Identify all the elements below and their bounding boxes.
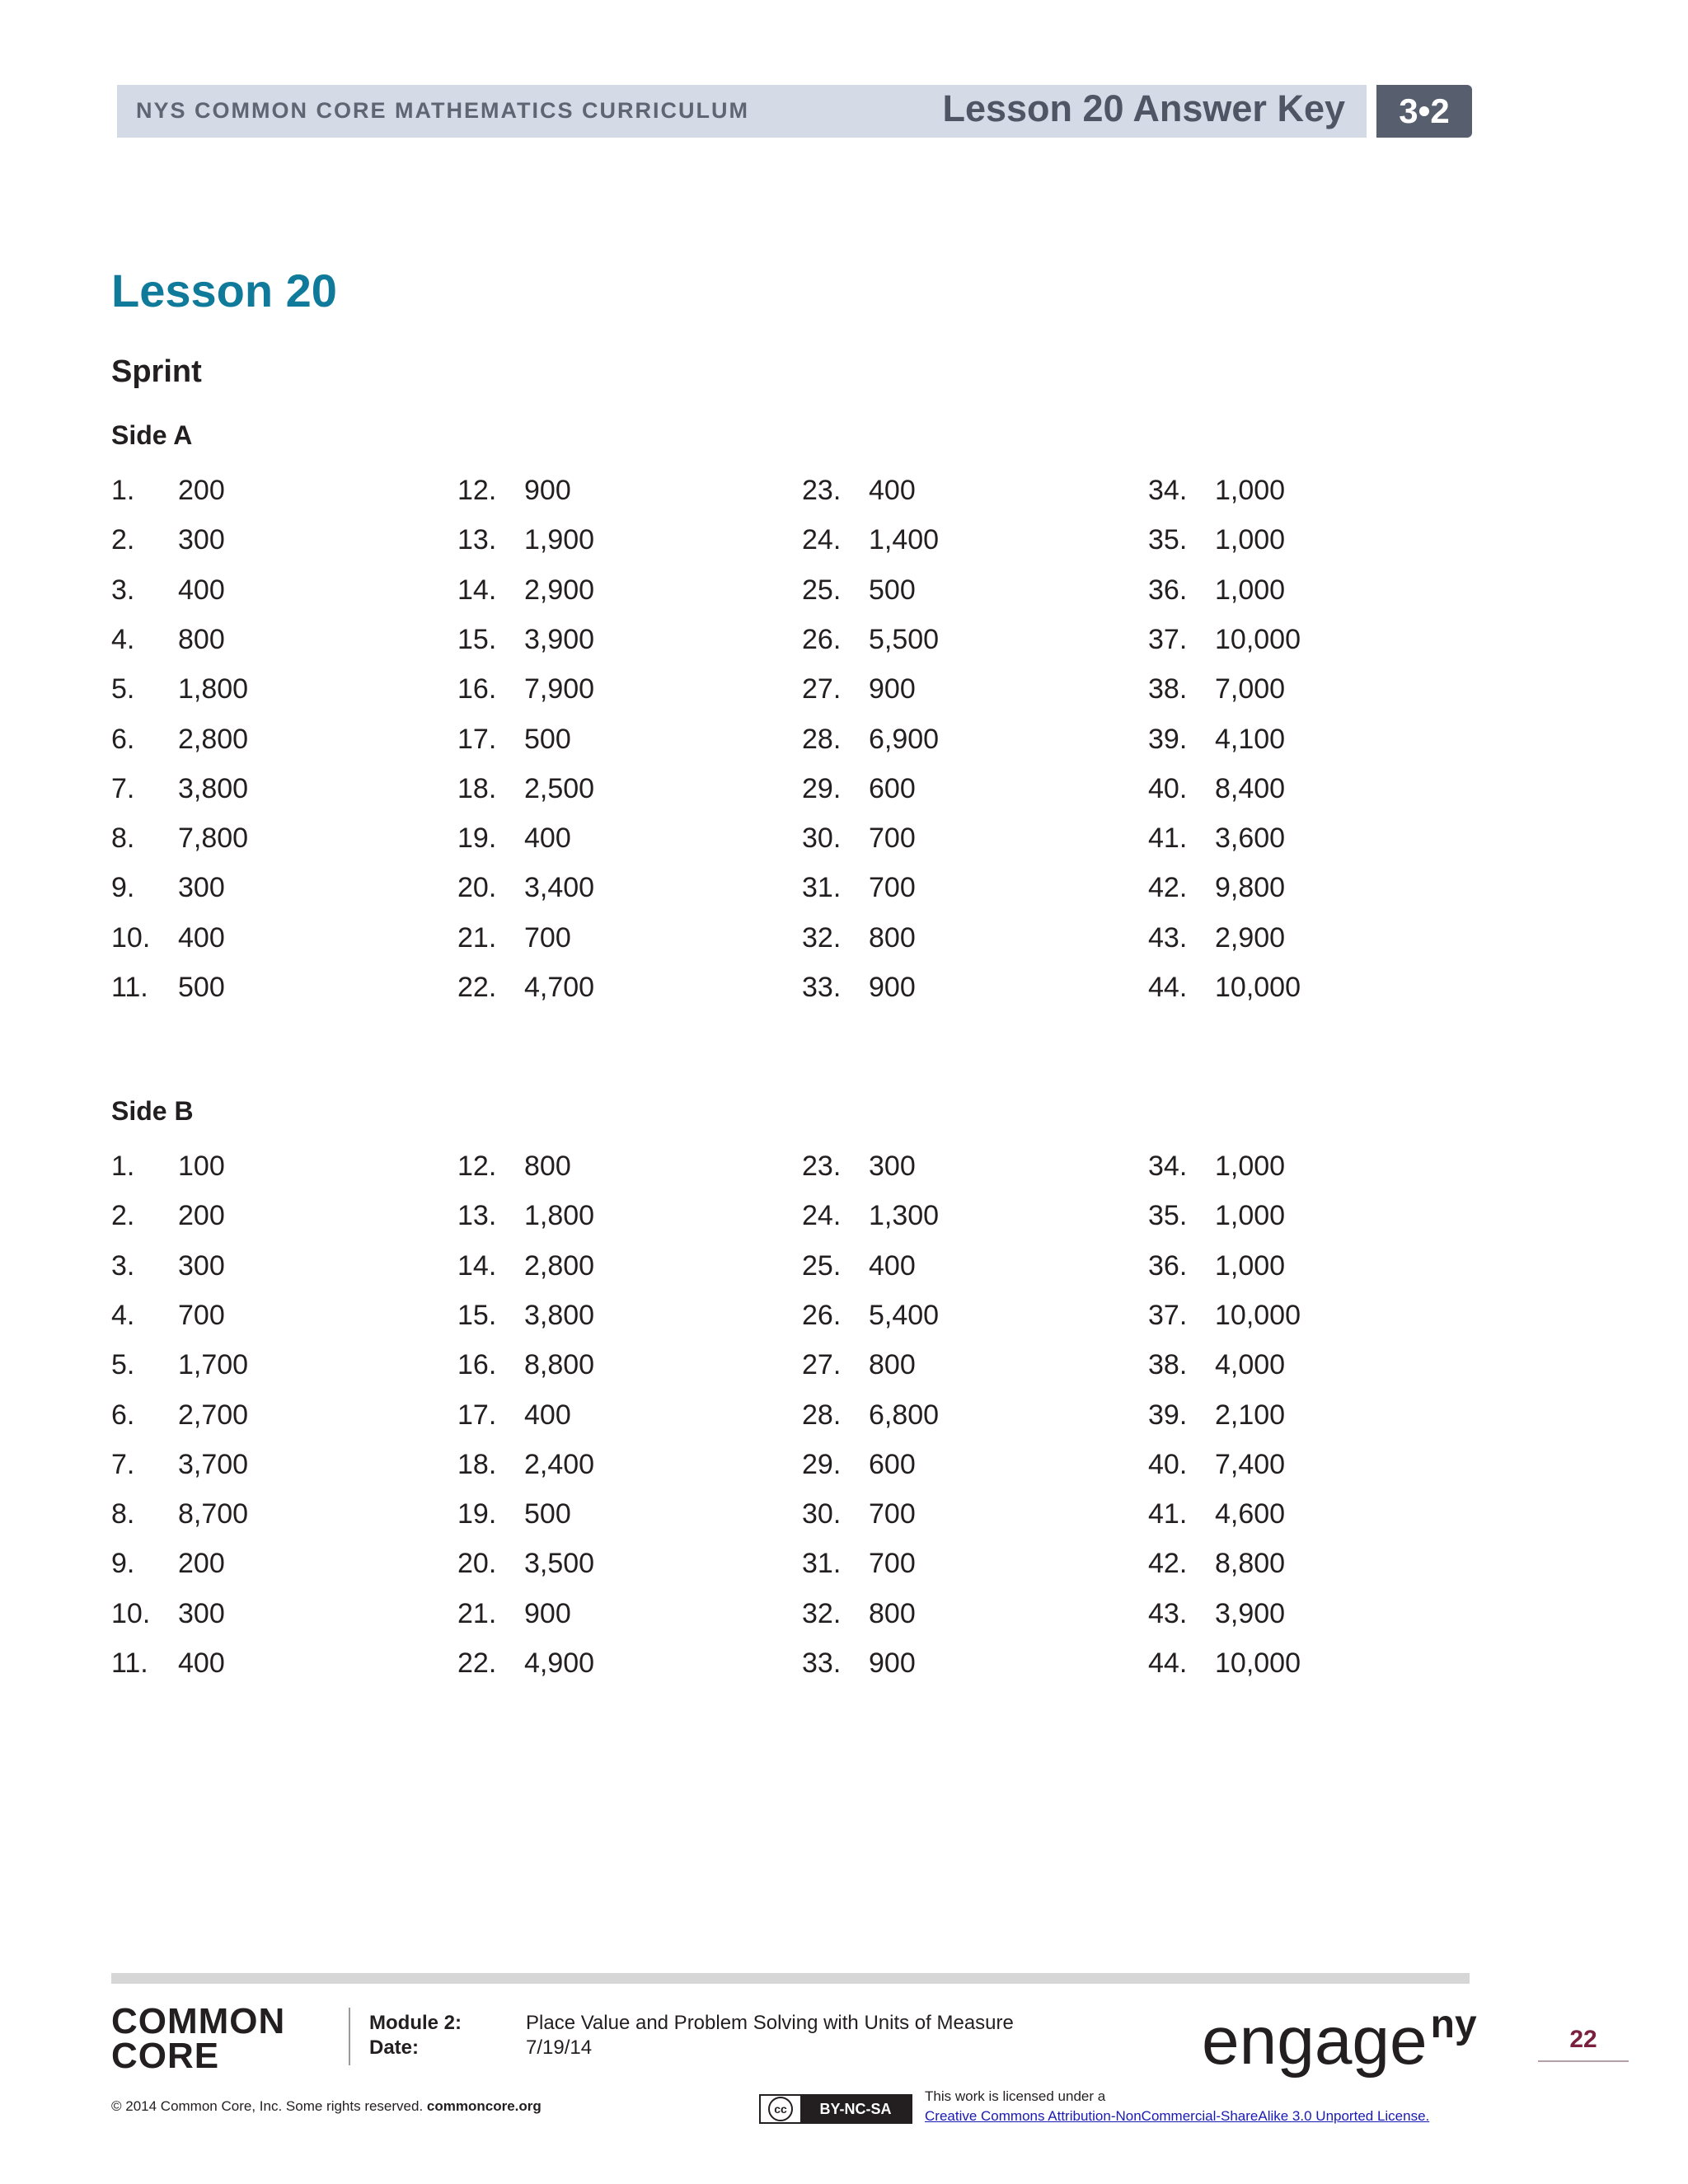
answer-number: 31.: [802, 872, 842, 903]
answer-value: 1,800: [178, 673, 249, 705]
answer-value: 700: [869, 1548, 916, 1579]
answer-number: 34.: [1148, 1151, 1188, 1182]
answer-number: 37.: [1148, 624, 1188, 655]
answer-value: 500: [178, 972, 225, 1003]
page-number-rule: [1538, 2060, 1629, 2062]
answer-number: 19.: [457, 1498, 497, 1530]
answer-number: 36.: [1148, 574, 1188, 606]
answer-value: 6,900: [869, 724, 940, 755]
answer-number: 37.: [1148, 1300, 1188, 1331]
answer-number: 25.: [802, 574, 842, 606]
answer-value: 4,100: [1215, 724, 1286, 755]
answer-value: 900: [869, 972, 916, 1003]
date-label: Date:: [369, 2036, 420, 2059]
answer-value: 1,000: [1215, 524, 1286, 555]
answer-value: 5,400: [869, 1300, 940, 1331]
license-link[interactable]: Creative Commons Attribution-NonCommercial-ShareAlike 3.0 Unported License.: [925, 2108, 1430, 2124]
answer-number: 15.: [457, 1300, 497, 1331]
answer-value: 2,800: [178, 724, 249, 755]
creative-commons-badge[interactable]: [759, 2094, 912, 2124]
answer-number: 34.: [1148, 475, 1188, 506]
answer-number: 11.: [111, 1647, 148, 1679]
answer-number: 2.: [111, 524, 135, 555]
answer-value: 3,800: [524, 1300, 595, 1331]
answer-value: 900: [524, 1598, 571, 1629]
answer-number: 41.: [1148, 1498, 1188, 1530]
answer-value: 2,700: [178, 1399, 249, 1431]
answer-number: 36.: [1148, 1250, 1188, 1282]
answer-value: 700: [178, 1300, 225, 1331]
common-core-logo: [111, 2001, 309, 2076]
answer-value: 500: [524, 1498, 571, 1530]
answer-value: 8,400: [1215, 773, 1286, 804]
answer-number: 21.: [457, 1598, 497, 1629]
answer-number: 25.: [802, 1250, 842, 1282]
answer-value: 3,800: [178, 773, 249, 804]
answer-value: 8,800: [1215, 1548, 1286, 1579]
answer-value: 7,900: [524, 673, 595, 705]
engage-wordmark: engage: [1202, 2004, 1428, 2079]
answer-number: 18.: [457, 1449, 497, 1480]
answer-value: 300: [178, 1598, 225, 1629]
answer-number: 35.: [1148, 1200, 1188, 1231]
answer-value: 7,000: [1215, 673, 1286, 705]
answer-value: 2,800: [524, 1250, 595, 1282]
answer-number: 27.: [802, 673, 842, 705]
answer-number: 6.: [111, 724, 135, 755]
answer-number: 33.: [802, 1647, 842, 1679]
answer-value: 700: [869, 1498, 916, 1530]
answer-key-title: Lesson 20 Answer Key: [942, 87, 1345, 129]
logo-line-core: CORE: [111, 2036, 220, 2076]
answer-value: 1,300: [869, 1200, 940, 1231]
answer-value: 400: [524, 1399, 571, 1431]
answer-number: 7.: [111, 773, 135, 804]
answer-number: 7.: [111, 1449, 135, 1480]
answer-number: 43.: [1148, 1598, 1188, 1629]
lesson-title: Lesson 20: [111, 265, 337, 316]
ny-superscript: ny: [1430, 2003, 1477, 2046]
answer-number: 4.: [111, 624, 135, 655]
answer-number: 30.: [802, 1498, 842, 1530]
footer-separator: [349, 2008, 350, 2065]
answer-value: 1,000: [1215, 475, 1286, 506]
answer-value: 500: [869, 574, 916, 606]
answer-number: 12.: [457, 1151, 497, 1182]
answer-value: 800: [869, 922, 916, 954]
answer-number: 30.: [802, 823, 842, 854]
answer-number: 8.: [111, 823, 135, 854]
answer-value: 400: [524, 823, 571, 854]
answer-number: 20.: [457, 1548, 497, 1579]
answer-number: 5.: [111, 673, 135, 705]
cc-icon: [761, 2096, 800, 2122]
answer-value: 4,000: [1215, 1349, 1286, 1380]
logo-line-common: COMMON: [111, 2001, 286, 2041]
copyright-notice: [111, 2098, 542, 2115]
engageny-logo: [1202, 2004, 1477, 2079]
answer-value: 2,400: [524, 1449, 595, 1480]
answer-value: 200: [178, 1200, 225, 1231]
page-number: 22: [1569, 2026, 1597, 2053]
answer-number: 1.: [111, 1151, 135, 1182]
answer-value: 10,000: [1215, 1647, 1301, 1679]
answer-number: 35.: [1148, 524, 1188, 555]
answer-value: 2,500: [524, 773, 595, 804]
answer-number: 20.: [457, 872, 497, 903]
answer-value: 7,400: [1215, 1449, 1286, 1480]
module-value: Place Value and Problem Solving with Units of Measure: [526, 2012, 1014, 2034]
answer-value: 2,100: [1215, 1399, 1286, 1431]
answer-value: 800: [178, 624, 225, 655]
answer-value: 3,900: [1215, 1598, 1286, 1629]
answer-number: 1.: [111, 475, 135, 506]
answer-value: 800: [869, 1598, 916, 1629]
answer-value: 1,000: [1215, 574, 1286, 606]
section-title-sprint: Sprint: [111, 354, 202, 389]
answer-value: 2,900: [524, 574, 595, 606]
answer-number: 43.: [1148, 922, 1188, 954]
answer-number: 29.: [802, 1449, 842, 1480]
answer-number: 23.: [802, 475, 842, 506]
answer-number: 4.: [111, 1300, 135, 1331]
side-a-title: Side A: [111, 420, 193, 450]
answer-value: 200: [178, 475, 225, 506]
answer-value: 4,600: [1215, 1498, 1286, 1530]
answer-value: 500: [524, 724, 571, 755]
answer-number: 12.: [457, 475, 497, 506]
answer-number: 16.: [457, 673, 497, 705]
answer-number: 28.: [802, 724, 842, 755]
answer-number: 3.: [111, 574, 135, 606]
answer-value: 400: [178, 922, 225, 954]
answer-number: 17.: [457, 724, 497, 755]
answer-number: 40.: [1148, 773, 1188, 804]
copyright-text: © 2014 Common Core, Inc. Some rights reserved.: [111, 2098, 424, 2114]
answer-number: 15.: [457, 624, 497, 655]
answer-number: 21.: [457, 922, 497, 954]
answer-number: 24.: [802, 1200, 842, 1231]
answer-value: 1,000: [1215, 1200, 1286, 1231]
answer-number: 31.: [802, 1548, 842, 1579]
answer-number: 42.: [1148, 872, 1188, 903]
answer-number: 32.: [802, 922, 842, 954]
answer-number: 27.: [802, 1349, 842, 1380]
footer-divider: [111, 1973, 1470, 1984]
answer-number: 19.: [457, 823, 497, 854]
answer-number: 13.: [457, 524, 497, 555]
answer-value: 4,900: [524, 1647, 595, 1679]
answer-value: 10,000: [1215, 972, 1301, 1003]
cc-license-type: BY-NC-SA: [800, 2096, 911, 2122]
answer-number: 3.: [111, 1250, 135, 1282]
answer-number: 2.: [111, 1200, 135, 1231]
answer-number: 10.: [111, 1598, 151, 1629]
answer-value: 700: [869, 872, 916, 903]
answer-value: 5,500: [869, 624, 940, 655]
answer-number: 8.: [111, 1498, 135, 1530]
answer-value: 400: [869, 475, 916, 506]
answer-number: 14.: [457, 1250, 497, 1282]
answer-value: 400: [869, 1250, 916, 1282]
answer-number: 11.: [111, 972, 148, 1003]
answer-number: 9.: [111, 1548, 135, 1579]
answer-value: 4,700: [524, 972, 595, 1003]
answer-number: 13.: [457, 1200, 497, 1231]
date-value: 7/19/14: [526, 2036, 593, 2059]
answer-value: 1,900: [524, 524, 595, 555]
answer-value: 400: [178, 1647, 225, 1679]
answer-number: 18.: [457, 773, 497, 804]
answer-value: 300: [869, 1151, 916, 1182]
answer-number: 41.: [1148, 823, 1188, 854]
answer-number: 6.: [111, 1399, 135, 1431]
answer-number: 26.: [802, 1300, 842, 1331]
answer-value: 1,000: [1215, 1250, 1286, 1282]
module-label: Module 2:: [369, 2012, 462, 2034]
answer-value: 3,400: [524, 872, 595, 903]
answer-number: 44.: [1148, 972, 1188, 1003]
answer-value: 600: [869, 773, 916, 804]
answer-value: 600: [869, 1449, 916, 1480]
answer-value: 900: [869, 673, 916, 705]
curriculum-label: NYS COMMON CORE MATHEMATICS CURRICULUM: [136, 98, 749, 123]
answer-value: 400: [178, 574, 225, 606]
answer-value: 8,800: [524, 1349, 595, 1380]
answer-number: 26.: [802, 624, 842, 655]
answer-number: 38.: [1148, 673, 1188, 705]
answer-number: 22.: [457, 1647, 497, 1679]
answer-value: 8,700: [178, 1498, 249, 1530]
answer-value: 2,900: [1215, 922, 1286, 954]
answer-value: 700: [524, 922, 571, 954]
answer-number: 38.: [1148, 1349, 1188, 1380]
answer-value: 1,800: [524, 1200, 595, 1231]
answer-number: 9.: [111, 872, 135, 903]
answer-number: 16.: [457, 1349, 497, 1380]
answer-number: 22.: [457, 972, 497, 1003]
answer-value: 700: [869, 823, 916, 854]
answer-value: 1,700: [178, 1349, 249, 1380]
answer-value: 800: [869, 1349, 916, 1380]
answer-number: 10.: [111, 922, 151, 954]
answer-value: 3,700: [178, 1449, 249, 1480]
copyright-site: commoncore.org: [426, 2098, 542, 2114]
answer-number: 29.: [802, 773, 842, 804]
answer-number: 24.: [802, 524, 842, 555]
answer-value: 300: [178, 524, 225, 555]
answer-value: 900: [869, 1647, 916, 1679]
answer-number: 23.: [802, 1151, 842, 1182]
side-b-title: Side B: [111, 1096, 194, 1126]
answer-value: 900: [524, 475, 571, 506]
answer-number: 32.: [802, 1598, 842, 1629]
cc-glyph: cc: [768, 2097, 793, 2121]
license-intro: This work is licensed under a: [925, 2088, 1106, 2104]
answer-value: 3,600: [1215, 823, 1286, 854]
answer-number: 44.: [1148, 1647, 1188, 1679]
answer-value: 7,800: [178, 823, 249, 854]
answer-value: 3,500: [524, 1548, 595, 1579]
answer-value: 300: [178, 1250, 225, 1282]
answer-value: 9,800: [1215, 872, 1286, 903]
answer-value: 1,000: [1215, 1151, 1286, 1182]
answer-value: 6,800: [869, 1399, 940, 1431]
answer-number: 5.: [111, 1349, 135, 1380]
answer-value: 10,000: [1215, 624, 1301, 655]
answer-value: 800: [524, 1151, 571, 1182]
answer-number: 33.: [802, 972, 842, 1003]
answer-value: 10,000: [1215, 1300, 1301, 1331]
answer-number: 39.: [1148, 1399, 1188, 1431]
answer-value: 300: [178, 872, 225, 903]
answer-value: 1,400: [869, 524, 940, 555]
answer-number: 28.: [802, 1399, 842, 1431]
answer-value: 3,900: [524, 624, 595, 655]
answer-number: 14.: [457, 574, 497, 606]
answer-number: 42.: [1148, 1548, 1188, 1579]
answer-value: 200: [178, 1548, 225, 1579]
answer-number: 39.: [1148, 724, 1188, 755]
answer-number: 17.: [457, 1399, 497, 1431]
answer-value: 100: [178, 1151, 225, 1182]
grade-module-badge: 3•2: [1376, 85, 1472, 138]
answer-number: 40.: [1148, 1449, 1188, 1480]
